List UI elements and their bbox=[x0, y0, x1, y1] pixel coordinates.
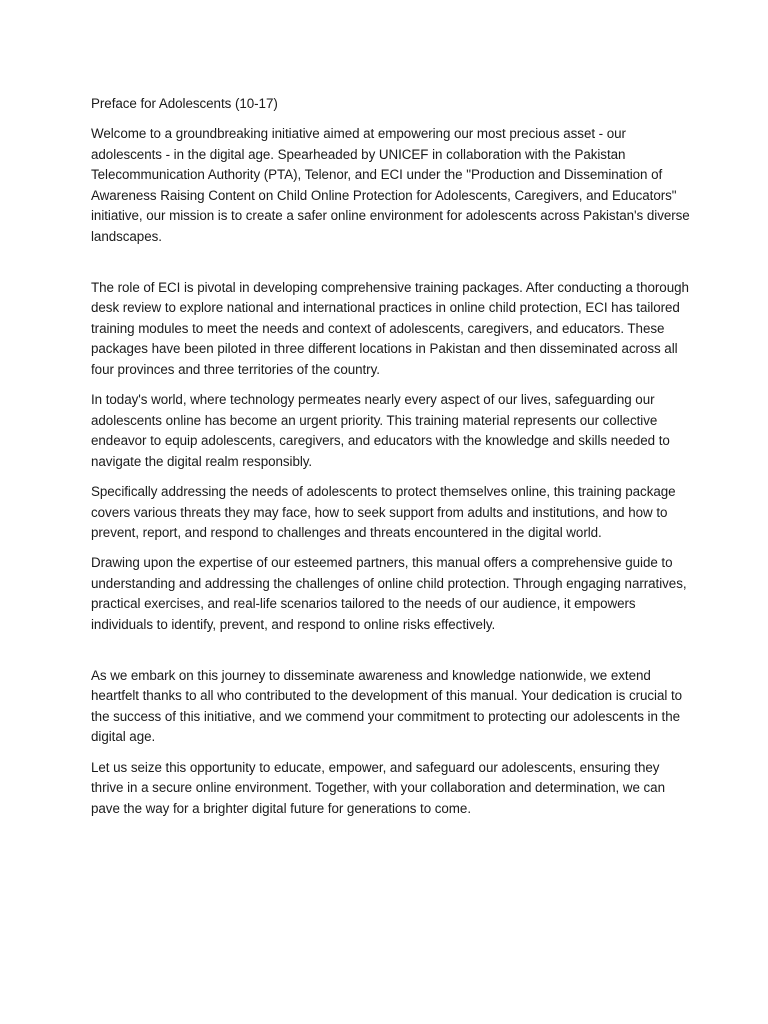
paragraph-eci-role: The role of ECI is pivotal in developing comprehensive training packages. After conducting a thorough desk review to explore national and international practices in online child protection, ECI has tailored training modules to meet the needs and context of adolescents, caregivers, and educators. These packages have been piloted in three different locations in Pakistan and then disseminated across all four provinces and three territories of the country. bbox=[91, 279, 689, 378]
paragraph-todays-world: In today's world, where technology permeates nearly every aspect of our lives, safeguarding our adolescents online has become an urgent priority. This training material represents our collective endeavor to equip adolescents, caregivers, and educators with the knowledge and skills needed to navigate the digital realm responsibly. bbox=[91, 392, 670, 469]
paragraph-closing: Let us seize this opportunity to educate, empower, and safeguard our adolescents, ensuring they thrive in a secure online environment. Together, with your collaboration and determination, we can pave the way for a brighter digital future for generations to come. bbox=[91, 759, 665, 816]
paragraph-welcome: Welcome to a groundbreaking initiative aimed at empowering our most precious asset - our adolescents - in the digital age. Spearheaded by UNICEF in collaboration with the Pakistan Telecommunication Authority (PTA), Telenor, and ECI under the "Production and Dissemination of Awareness Raising Content on Child Online Protection for Adolescents, Caregivers, and Educators" initiative, our mission is to create a safer online environment for adolescents across Pakistan's diverse landscapes. bbox=[91, 126, 690, 245]
paragraph-thanks: As we embark on this journey to disseminate awareness and knowledge nationwide, we extend heartfelt thanks to all who contributed to the development of this manual. Your dedication is crucial to the success of this initiative, and we commend your commitment to protecting our adolescents in the digital age. bbox=[91, 667, 683, 745]
document-body bbox=[91, 94, 691, 829]
document-title: Preface for Adolescents (10-17) bbox=[91, 96, 278, 111]
paragraph-manual-overview: Drawing upon the expertise of our esteemed partners, this manual offers a comprehensive guide to understanding and addressing the challenges of online child protection. Through engaging narratives, practical exercises, and real-life scenarios tailored to the needs of our audience, it empowers individuals to identify, prevent, and respond to online risks effectively. bbox=[91, 555, 687, 633]
paragraph-adolescent-needs: Specifically addressing the needs of adolescents to protect themselves online, this training package covers various threats they may face, how to seek support from adults and institutions, and how to prevent, report, and respond to challenges and threats encountered in the digital world. bbox=[91, 484, 676, 541]
